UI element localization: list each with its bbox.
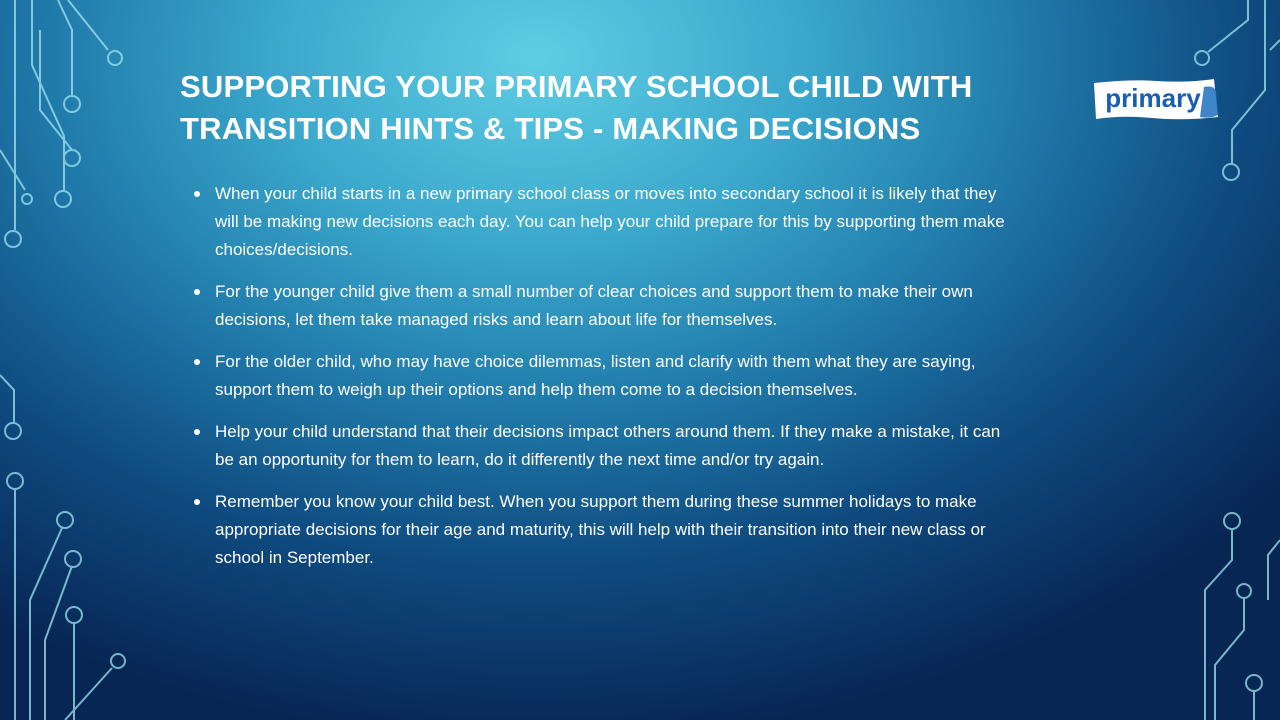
bullet-text: When your child starts in a new primary school class or moves into secondary school it is likely that they will be making new decisions each day. You can help your child prepare for this by supporting them make choices/decisions. [215,184,1005,259]
list-item [192,348,1012,404]
bullet-icon [194,359,200,365]
bullet-icon [194,191,200,197]
bullet-text: For the older child, who may have choice dilemmas, listen and clarify with them what they are saying, support them to weigh up their options and help them come to a decision themselves. [215,352,976,399]
bullet-text: For the younger child give them a small number of clear choices and support them to make their own decisions, let them take managed risks and learn about life for themselves. [215,282,973,329]
bullet-icon [194,499,200,505]
bullet-text: Remember you know your child best. When you support them during these summer holidays to make appropriate decisions for their age and maturity, this will help with their transition into their new class or school in September. [215,492,986,567]
list-item [192,418,1012,474]
list-item [192,180,1012,264]
list-item [192,488,1012,572]
primary-logo [1092,77,1220,121]
bullet-list [192,180,1012,586]
list-item [192,278,1012,334]
logo-text: primary [1105,83,1201,113]
bullet-text: Help your child understand that their decisions impact others around them. If they make a mistake, it can be an opportunity for them to learn, do it differently the next time and/or try again. [215,422,1001,469]
bullet-icon [194,429,200,435]
bullet-icon [194,289,200,295]
slide-title: SUPPORTING YOUR PRIMARY SCHOOL CHILD WITH TRANSITION HINTS & TIPS - MAKING DECISIONS [180,69,973,146]
